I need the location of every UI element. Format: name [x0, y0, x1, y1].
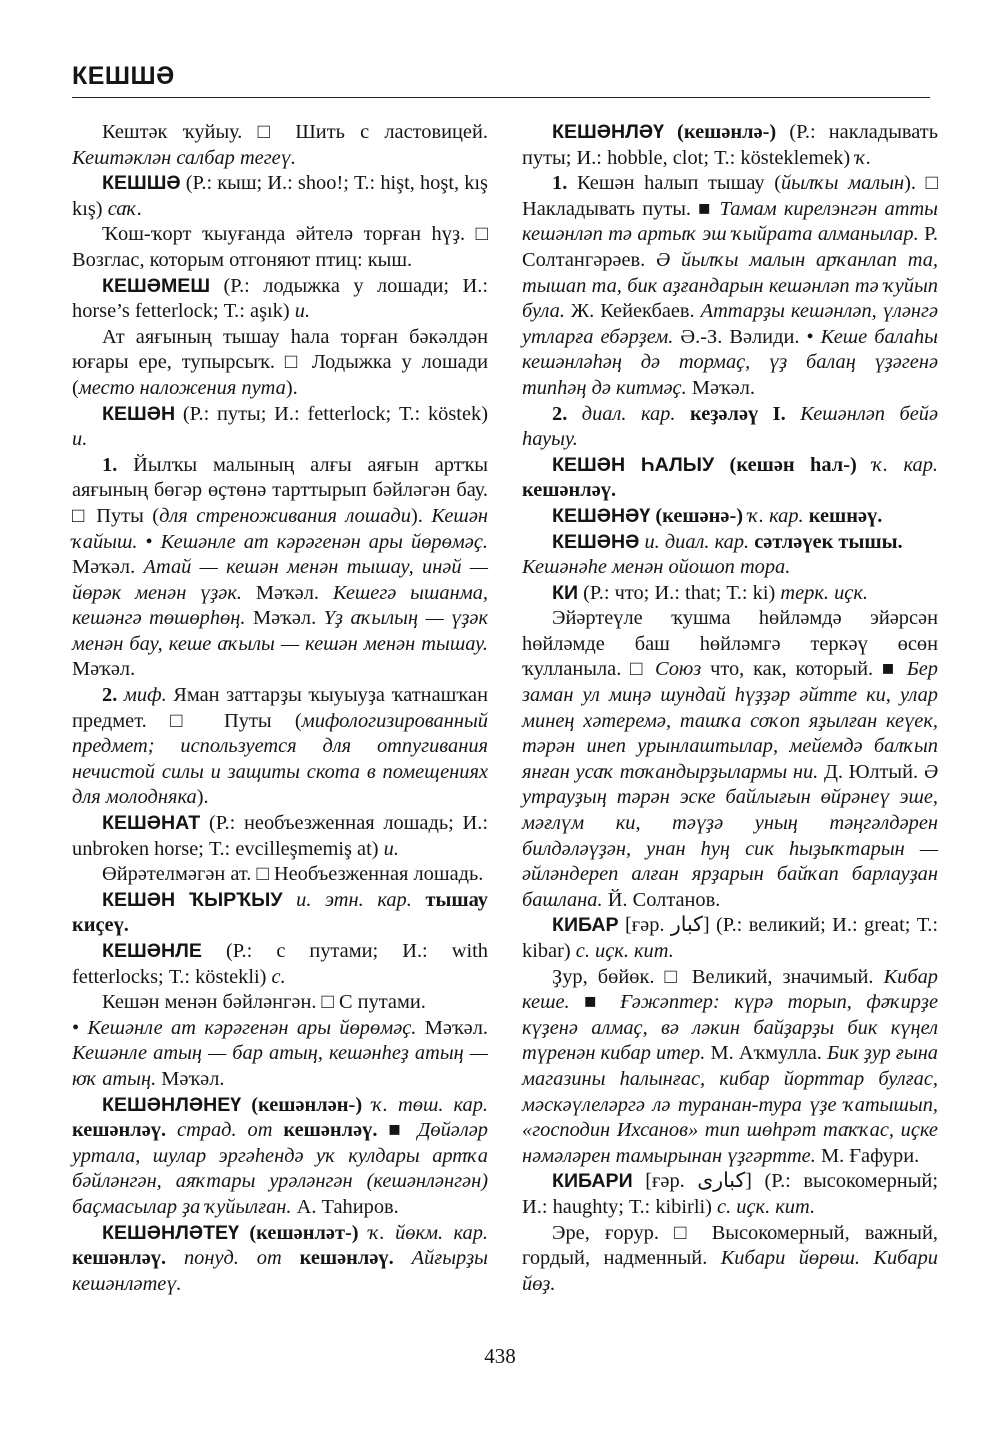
headword: КЕШӘНАТ — [102, 812, 201, 835]
dictionary-paragraph — [72, 1221, 488, 1298]
page-number: 438 — [484, 1344, 516, 1368]
right-column — [522, 120, 938, 1297]
entry-text: (Р.: с путами; И.: with fetterlocks; Т.: köstekli) — [72, 940, 488, 988]
entry-text: саҡ. — [107, 197, 143, 220]
entry-text: Союз — [654, 658, 702, 681]
entry-text: страд. от — [177, 1119, 273, 1142]
entry-text: (кешәнә-) — [650, 504, 749, 527]
entry-text: кешәнләү. — [281, 1247, 412, 1270]
dictionary-paragraph — [72, 862, 488, 888]
headword: КИБАР — [552, 914, 619, 937]
entry-text: кеҙәләү I. — [675, 402, 801, 425]
dictionary-paragraph — [72, 120, 488, 171]
dictionary-paragraph — [72, 811, 488, 862]
entry-text: Кешән менән бәйләнгән. □ С путами. — [102, 991, 426, 1014]
entry-text: и. этн. кар. — [296, 888, 412, 911]
entry-text: Ҙур, бөйөк. □ Великий, значимый. — [552, 965, 884, 988]
entry-text: Мәҡәл. — [72, 556, 144, 579]
entry-text: Мәҡәл. — [686, 376, 756, 399]
entry-text: М. Ғафури. — [815, 1144, 920, 1167]
dictionary-paragraph — [72, 1016, 488, 1093]
entry-text — [117, 684, 124, 706]
entry-text: ҡ. кар. — [872, 453, 939, 476]
headword: КЕШӘН ҺАЛЫУ — [552, 453, 715, 476]
left-column — [72, 120, 488, 1297]
headword: КЕШӘНӘ — [552, 530, 640, 553]
entry-text: [ғәр. كبار] (Р.: великий; И.: great; Т.: kibar) — [522, 914, 938, 962]
entry-text: что, как, который. ■ — [701, 658, 907, 681]
entry-text: (кешән һал-) — [714, 453, 873, 476]
entry-text: диал. кар. — [581, 402, 676, 425]
entry-text: Аттарҙы кешәнләп, үләнгә утларға ебәрҙем. — [522, 300, 938, 348]
entry-text: Кештәклән салбар тегеү. — [72, 146, 297, 169]
entry-text: ). — [285, 376, 298, 399]
entry-text: Ҡош-ҡорт ҡыуғанда әйтелә торған һүҙ. □ Возглас, которым отгоняют птиц: кыш. — [72, 223, 488, 271]
entry-text: (Р.: лодыжка у лошади; И.: horse’s fetterlock; Т.: aşık) — [72, 274, 488, 323]
dictionary-paragraph — [72, 939, 488, 990]
headword: КЕШӘНЛӘНЕҮ — [102, 1093, 242, 1116]
entry-text: с. — [271, 965, 286, 988]
entry-text: А. Таһиров. — [291, 1195, 399, 1218]
entry-text: 2. — [552, 402, 568, 425]
entry-text: Кешән һалып тышау ( — [567, 172, 781, 195]
entry-text: ■ — [377, 1119, 418, 1142]
entry-text: терк. иҫк. — [780, 581, 868, 604]
dictionary-paragraph — [72, 402, 488, 453]
entry-text: Кешәнле ат кәрәгенән ары йөрөмәҫ. — [160, 530, 488, 553]
entry-text: Кибари йөрөш. Кибари йөҙ. — [522, 1247, 938, 1295]
entry-text: ■ — [569, 991, 621, 1014]
headword: КЕШӘНЛӘҮ — [552, 121, 664, 143]
dictionary-paragraph — [522, 581, 938, 607]
entry-text: Ә утрауҙың тәрән эске байлығын өйрәнеү эше, мәғлүм ки, тәүҙә уның тәңгәлдәрен билдәләүҙән, унан һуң сик һыҙыҡтарын — әйләндереп алған ярҙарын байҡап барлауҙан башлана. — [522, 760, 938, 911]
entry-text: ҡ. йөкм. кар. — [368, 1221, 488, 1244]
headword: КЕШӘНӘҮ — [552, 504, 651, 527]
entry-text: для стреноживания лошади — [159, 504, 411, 527]
entry-text: ). — [410, 504, 432, 527]
entry-text: Ж. Кейекбаев. — [564, 300, 701, 323]
dictionary-paragraph — [72, 453, 488, 683]
entry-text: (Р.: путы; И.: fetterlock; Т.: köstek) — [175, 402, 488, 425]
dictionary-paragraph — [522, 913, 938, 964]
dictionary-paragraph — [522, 120, 938, 171]
dictionary-paragraph — [72, 683, 488, 811]
entry-text: (Р.: накладывать путы; И.: hobble, clot; Т.: kösteklemek) — [522, 121, 938, 169]
dictionary-paragraph — [72, 222, 488, 273]
entry-text: Кешәнәһе менән ойошоп тора. — [522, 556, 791, 579]
entry-text: Дөйәләр уртала, шулар эргәһендә уҡ кулдары артҡа бәйләнгән, аяҡтары урәләнгән (кешәнләнгән) баҫмасылар ҙа ҡуйылған. — [72, 1119, 488, 1218]
entry-text: • — [137, 530, 161, 553]
entry-text: йылҡы малын — [780, 172, 905, 195]
dictionary-paragraph — [522, 504, 938, 530]
entry-text: и. — [383, 837, 399, 860]
entry-text: Кешәнле атың — бар атың, кешәнһеҙ атың — юҡ атың. — [72, 1042, 488, 1090]
entry-text: 1. — [102, 453, 118, 476]
entry-text: сәтләүек тышы. — [749, 530, 903, 553]
entry-text: Д. Юлтый. — [818, 760, 924, 783]
entry-text: Мәҡәл. — [416, 1016, 488, 1039]
entry-text: Өйрәтелмәгән ат. □ Необъезженная лошадь. — [102, 863, 484, 886]
dictionary-paragraph — [522, 171, 938, 401]
entry-text: тышау киҫеү. — [72, 888, 488, 937]
headword: КЕШӘН — [102, 402, 176, 425]
entry-text: Ә йылҡы малын арҡанлап та, тышап та, бик аҙғандарын кешәнләп тә ҡуйып була. — [522, 248, 939, 323]
entry-text: кешнәү. — [803, 504, 883, 527]
entry-text: (кешәнлән-) — [241, 1093, 373, 1116]
entry-text: ҡ. — [855, 146, 872, 169]
entry-text: и. — [72, 428, 88, 451]
entry-text — [567, 403, 581, 425]
headword: КЕШӘМЕШ — [102, 274, 211, 297]
entry-text: ). — [196, 786, 209, 809]
entry-text: Эре, ғорур. □ Высокомерный, важный, гордый, надменный. — [522, 1221, 938, 1270]
headword: КЕШШӘ — [102, 172, 181, 195]
dictionary-paragraph — [72, 325, 488, 402]
entry-text: Ә.-З. Вәлиди. • — [673, 325, 821, 348]
entry-text: (Р.: необъезженная лошадь; И.: unbroken horse; Т.: evcilleşmemiş at) — [72, 812, 488, 860]
entry-text: Бер заман ул миңә шундай һүҙҙәр әйтте ки, улар минең хәтеремә, ташҡа соҡоп яҙылған кеүек, тәрән инеп урынлаштылар, мейемдә балҡып янған усаҡ тоҡандырҙылармы ни. — [522, 658, 939, 783]
entry-text: Кешәнләп бейә һауыу. — [522, 402, 938, 451]
entry-text: Тамам кирелэнгән атты кешәнләп тә артыҡ эш ҡыйрата алманылар. — [522, 197, 938, 246]
entry-text: с. иҫк. кит. — [717, 1195, 816, 1218]
entry-text: миф. — [123, 684, 167, 707]
entry-text: Үҙ аҡылың — үҙәк менән бау, кеше аҡылы — кешән менән тышау. — [72, 607, 488, 655]
entry-text: мифологизированный предмет; используется для отпугивания нечистой силы и защиты скота в помещениях для молодняка — [72, 709, 488, 809]
entry-text: 1. — [552, 172, 568, 195]
dictionary-paragraph — [522, 555, 938, 581]
entry-text: Р. Солтангәрәев. — [522, 223, 938, 271]
entry-text: 2. — [102, 684, 118, 707]
dictionary-paragraph — [522, 1221, 938, 1298]
entry-text: Кештәк ҡуйыу. □ Шить с ластовицей. — [102, 121, 488, 143]
entry-text: • — [72, 1016, 88, 1039]
headword: КИ — [552, 581, 579, 604]
dictionary-paragraph — [522, 530, 938, 556]
entry-text: (Р.: что; И.: that; Т.: ki) — [578, 581, 781, 604]
entry-text: Мәҡәл. — [242, 581, 333, 604]
entry-text: кешәнләү. — [272, 1119, 378, 1142]
entry-text: кешәнләү. — [72, 1247, 184, 1270]
dictionary-paragraph — [72, 1093, 488, 1221]
entry-text: Мәҡәл. — [156, 1067, 225, 1090]
entry-text: (Р.: кыш; И.: shoo!; Т.: hişt, hoşt, kış kış) — [72, 172, 488, 220]
headword: КЕШӘНЛЕ — [102, 940, 202, 962]
dictionary-paragraph — [72, 990, 488, 1016]
entry-text: ҡ. кар. — [748, 504, 804, 527]
dictionary-paragraph — [522, 1169, 938, 1220]
entry-text: Ғәжәптер: күрә торып, фәҡирҙе күҙенә алмаҫ, вә ләкин байҙарҙы бик күңел түренән кибар итер. — [522, 991, 938, 1065]
running-head: КЕШШӘ — [72, 62, 175, 90]
entry-text: Мәҡәл. — [72, 658, 136, 681]
entry-text: Й. Солтанов. — [602, 888, 721, 911]
entry-text: (кешәнлә-) — [663, 121, 790, 143]
entry-text: Кешән ҡайыш. — [72, 504, 488, 553]
entry-text: с. иҫк. кит. — [575, 940, 674, 962]
headword: КЕШӘНЛӘТЕҮ — [102, 1221, 240, 1244]
dictionary-paragraph — [72, 274, 488, 325]
entry-text: ҡ. төш. кар. — [372, 1093, 488, 1116]
entry-text: и. диал. кар. — [644, 530, 750, 553]
header-rule — [72, 97, 930, 98]
entry-text: понуд. от — [183, 1247, 282, 1270]
entry-text: место наложения пута — [78, 376, 286, 399]
entry-text: [ғәр. كبارى] (Р.: высокомерный; И.: haughty; Т.: kibirli) — [522, 1170, 938, 1218]
headword: КИБАРИ — [552, 1170, 633, 1193]
entry-text: и. — [294, 300, 311, 323]
entry-text: М. Аҡмулла. — [705, 1042, 828, 1065]
headword: КЕШӘН ҠЫРҠЫУ — [102, 888, 283, 911]
dictionary-paragraph — [522, 606, 938, 913]
dictionary-paragraph — [72, 171, 488, 222]
entry-text: Айғырҙы кешәнләтеү. — [72, 1247, 488, 1295]
entry-text: кешәнләү. — [522, 479, 617, 502]
entry-text: Бик ҙур ғына магазины һалынғас, кибар йорттар булғас, мәскәүлеләргә лә туранан-тура үҙе ҡатышып, «господин Ихсанов» тип шөһрәт таҡҡас, иҫке нәмәләрен тамырынан үҙгәртте. — [522, 1042, 939, 1167]
dictionary-paragraph — [522, 965, 938, 1170]
entry-text: Кешәнле ат кәрәгенән ары йөрөмәҫ. — [87, 1016, 417, 1039]
entry-text: (кешәнләт-) — [239, 1221, 369, 1244]
entry-text: Яман заттарҙы ҡыуыуҙа ҡатнашҡан предмет. □ Путы ( — [72, 684, 488, 732]
entry-text: Ат аяғының тышау һала торған бәкәлдән юғары ере, тупырсыҡ. □ Лодыжка у лошади ( — [72, 325, 488, 399]
entry-text: Кешегә ышанма, кешәнгә төшөрһөң. — [72, 581, 488, 630]
dictionary-paragraph — [522, 402, 938, 453]
entry-text: Эйәртеүле ҡушма һөйләмдә эйәрсән һөйләмде баш һөйләмгә теркәү өсөн ҡулланыла. □ — [522, 607, 938, 681]
entry-text — [283, 889, 297, 911]
dictionary-paragraph — [72, 888, 488, 939]
entry-text: ). □ Накладывать путы. ■ — [522, 172, 938, 220]
entry-text: Кеше балаһы кешәнләһәң дә тормаҫ, үҙ балаң үҙәгенә типһәң дә китмәҫ. — [522, 325, 938, 399]
entry-text: Кибар кеше. — [522, 965, 938, 1014]
entry-text: Мәҡәл. — [245, 607, 324, 630]
dictionary-paragraph — [522, 453, 938, 504]
entry-text: Йылҡы малының алғы аяғын артҡы аяғының бөгәр өҫтөнә тарттырып бәйләгән бау. □ Путы ( — [72, 453, 488, 527]
entry-text: кешәнләү. — [72, 1119, 178, 1142]
entry-text: Атай — кешән менән тышау, инәй — йөрәк менән үҙәк. — [72, 556, 488, 604]
